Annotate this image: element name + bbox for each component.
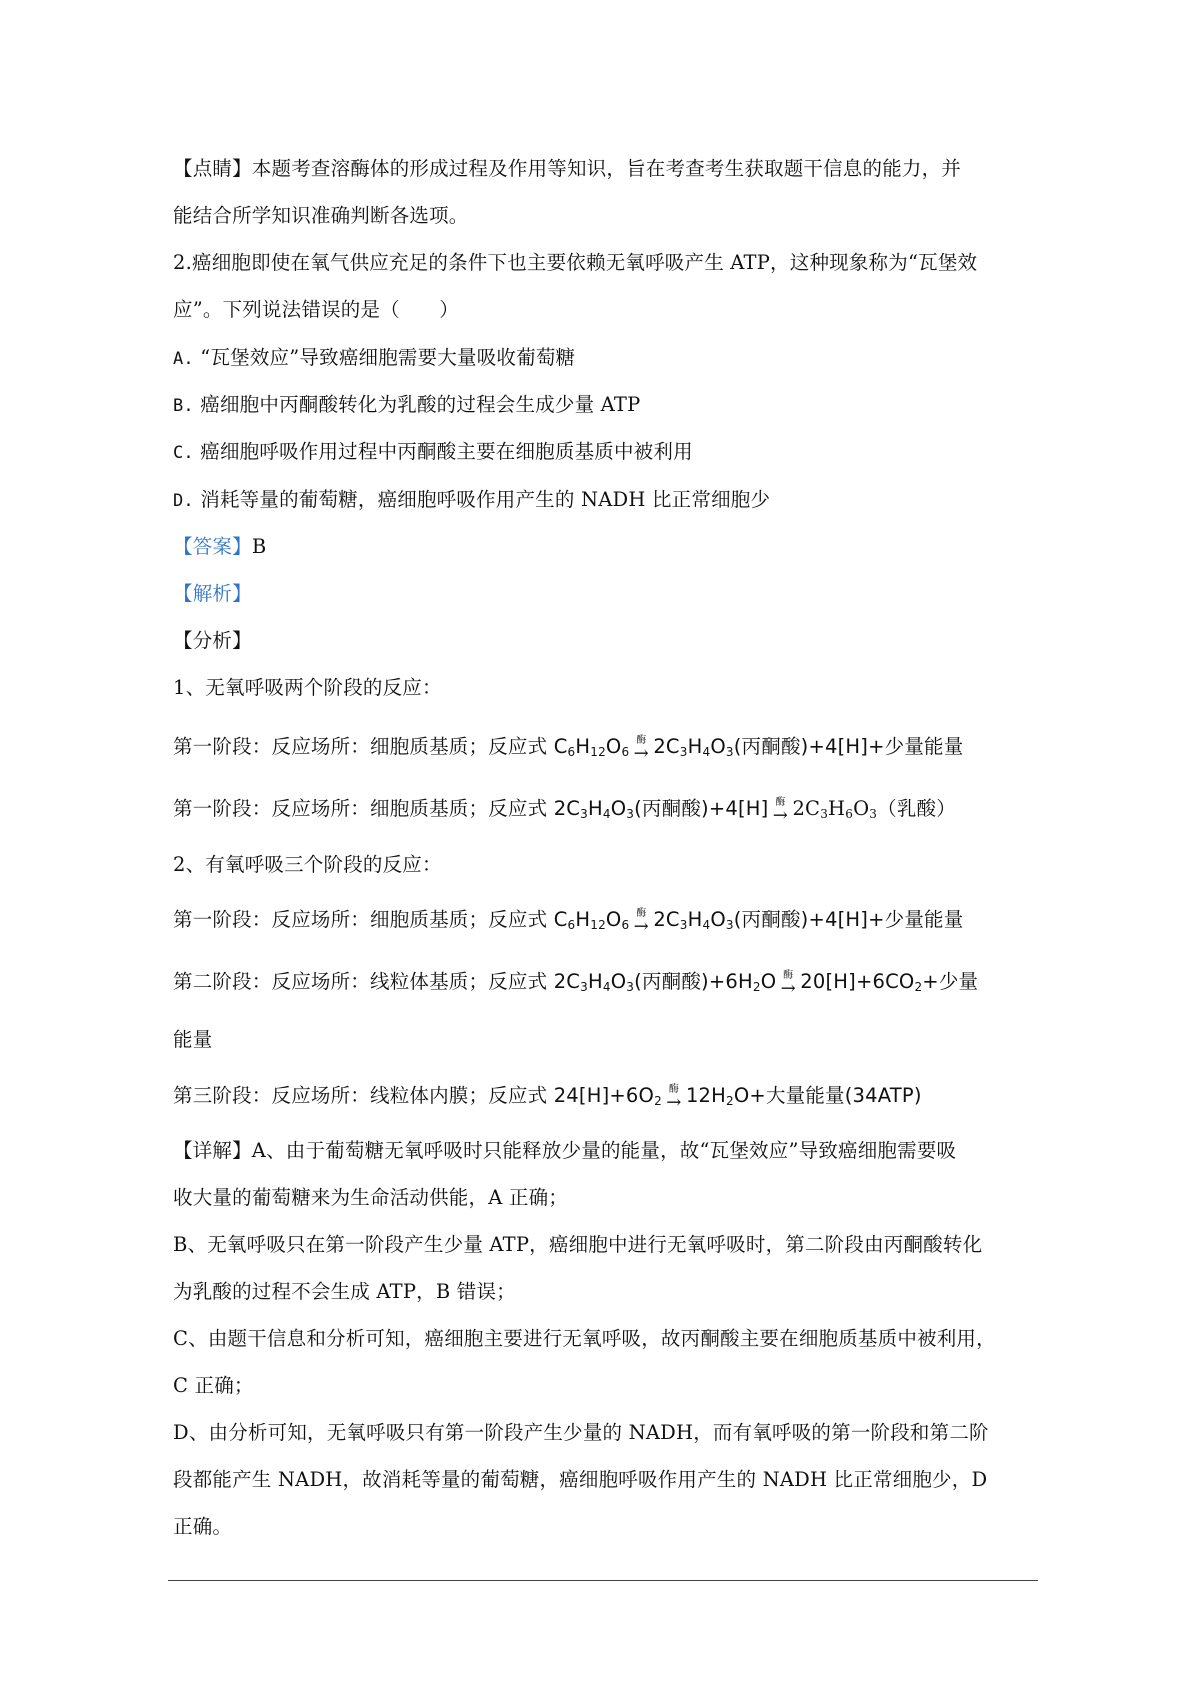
- aerobic-stage-3: [173, 1082, 1041, 1117]
- option-b-label: B.: [173, 396, 194, 416]
- footer-divider: [168, 1580, 1038, 1581]
- option-c-label: C.: [173, 443, 194, 463]
- detail-b-line-2: 为乳酸的过程不会生成 ATP，B 错误；: [173, 1280, 516, 1303]
- option-a: [173, 344, 1041, 373]
- option-b: [173, 391, 1041, 420]
- jiexi-tag: 【解析】: [173, 582, 252, 605]
- option-d: [173, 486, 1041, 515]
- reaction-arrow-icon: 酶 →: [633, 735, 649, 764]
- anaerobic-stage-2: [173, 795, 1041, 830]
- option-c: [173, 438, 1041, 467]
- anaerobic-stage-1-prefix: 第一阶段：反应场所：细胞质基质；反应式: [173, 735, 554, 758]
- detail-d-line-2: 段都能产生 NADH，故消耗等量的葡萄糖，癌细胞呼吸作用产生的 NADH 比正常细胞少，D: [173, 1468, 988, 1491]
- oxygen-formula: $24[H]+6O_2$: [553, 1084, 662, 1108]
- detail-a-line-1: 【详解】A、由于葡萄糖无氧呼吸时只能释放少量的能量，故“瓦堡效应”导致癌细胞需要吸: [173, 1139, 957, 1162]
- co2-formula: $20[H]+6CO_2+$少量: [800, 970, 979, 994]
- option-a-label: A.: [173, 349, 194, 369]
- answer-value: B: [251, 535, 267, 558]
- option-c-text: 癌细胞呼吸作用过程中丙酮酸主要在细胞质基质中被利用: [200, 440, 693, 463]
- anaerobic-heading: 1、无氧呼吸两个阶段的反应：: [173, 676, 442, 699]
- aerobic-stage-2-prefix: 第二阶段：反应场所：线粒体基质；反应式: [173, 970, 554, 993]
- anaerobic-stage-2-prefix: 第一阶段：反应场所：细胞质基质；反应式: [173, 797, 554, 820]
- question-stem-line-2: 应”。下列说法错误的是（ ）: [173, 298, 459, 321]
- water-formula: $12H_2O+$大量能量(34ATP): [685, 1084, 922, 1108]
- detail-a-line-2: 收大量的葡萄糖来为生命活动供能，A 正确；: [173, 1186, 568, 1209]
- reaction-arrow-icon: 酶 →: [772, 797, 789, 826]
- pyruvate-formula: $2C_3H_4O_3$(丙酮酸)+4[H]+少量能量: [653, 908, 964, 932]
- pyruvate-water-formula: $2C_3H_4O_3$(丙酮酸)$+6H_2O$: [553, 970, 777, 994]
- detail-d-line-1: D、由分析可知，无氧呼吸只有第一阶段产生少量的 NADH，而有氧呼吸的第一阶段和第二阶: [173, 1421, 989, 1444]
- option-d-label: D.: [173, 491, 194, 511]
- reaction-arrow-icon: 酶 →: [666, 1084, 682, 1113]
- dianjing-line-1: 【点睛】本题考查溶酶体的形成过程及作用等知识，旨在考查考生获取题干信息的能力，并: [173, 157, 962, 180]
- reaction-arrow-icon: 酶 →: [633, 908, 649, 937]
- detail-c-line-1: C、由题干信息和分析可知，癌细胞主要进行无氧呼吸，故丙酮酸主要在细胞质基质中被利用，: [173, 1327, 996, 1350]
- glucose-formula: $C_6H_{12}O_6$: [553, 735, 630, 759]
- answer-tag: 【答案】: [173, 535, 252, 558]
- question-stem-line-1: 2.癌细胞即使在氧气供应充足的条件下也主要依赖无氧呼吸产生 ATP，这种现象称为“瓦堡效: [173, 251, 978, 274]
- pyruvate-formula: $2C_3H_4O_3$(丙酮酸)+4[H]+少量能量: [653, 735, 964, 759]
- pyruvate-formula: $2C_3H_4O_3$(丙酮酸)+4[H]: [553, 797, 769, 821]
- fenxi-tag: 【分析】: [173, 629, 252, 652]
- aerobic-stage-3-prefix: 第三阶段：反应场所：线粒体内膜；反应式: [173, 1084, 554, 1107]
- aerobic-stage-2: [173, 968, 1041, 1003]
- glucose-formula: $C_6H_{12}O_6$: [553, 908, 630, 932]
- aerobic-stage-2-continuation: 能量: [173, 1028, 213, 1051]
- reaction-arrow-icon: 酶 →: [780, 970, 796, 999]
- aerobic-stage-1: [173, 906, 1041, 941]
- option-b-text: 癌细胞中丙酮酸转化为乳酸的过程会生成少量 ATP: [200, 393, 641, 416]
- lactate-formula: $2C_3H_6O_3$（乳酸）: [792, 797, 956, 821]
- detail-c-line-2: C 正确；: [173, 1374, 254, 1397]
- aerobic-heading: 2、有氧呼吸三个阶段的反应：: [173, 853, 442, 876]
- answer-line: [173, 533, 1041, 561]
- aerobic-stage-1-prefix: 第一阶段：反应场所：细胞质基质；反应式: [173, 908, 554, 931]
- dianjing-line-2: 能结合所学知识准确判断各选项。: [173, 204, 469, 227]
- detail-d-line-3: 正确。: [173, 1515, 233, 1538]
- option-d-text: 消耗等量的葡萄糖，癌细胞呼吸作用产生的 NADH 比正常细胞少: [200, 488, 771, 511]
- option-a-text: “瓦堡效应”导致癌细胞需要大量吸收葡萄糖: [200, 346, 576, 369]
- anaerobic-stage-1: [173, 733, 1041, 768]
- detail-b-line-1: B、无氧呼吸只在第一阶段产生少量 ATP，癌细胞中进行无氧呼吸时，第二阶段由丙酮酸转化: [173, 1233, 983, 1256]
